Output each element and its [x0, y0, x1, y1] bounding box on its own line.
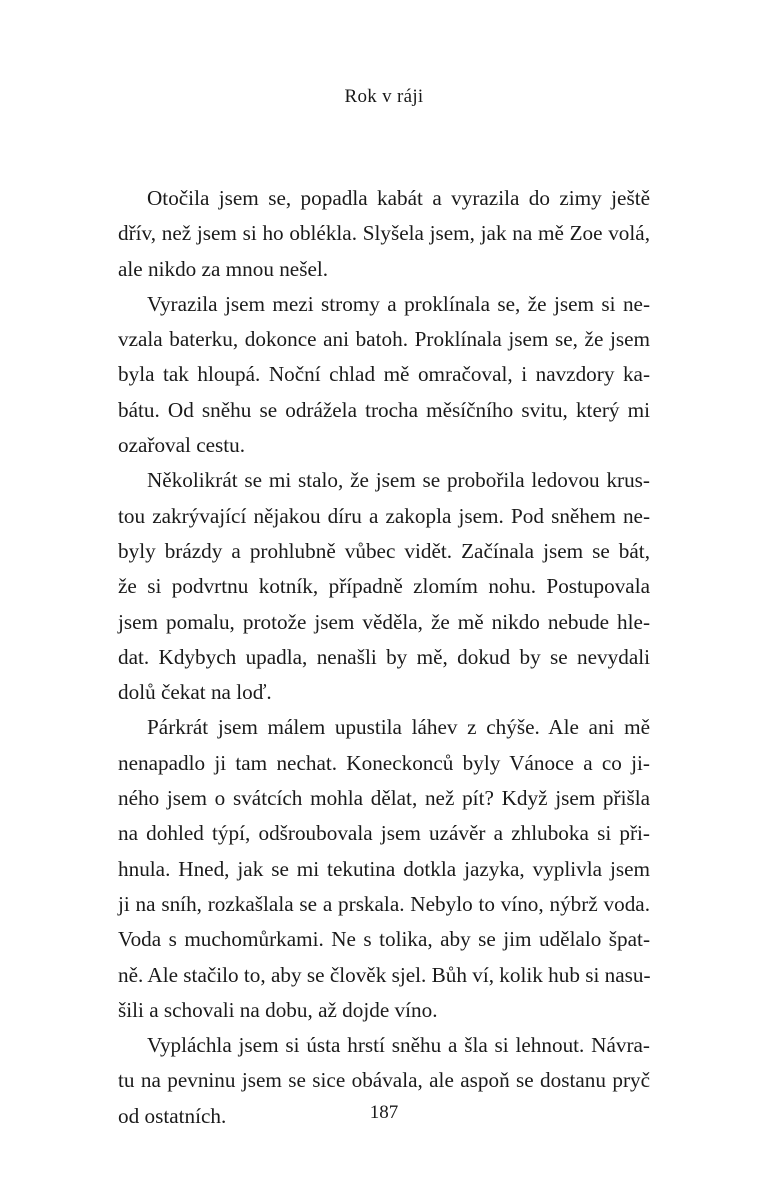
text-line: Párkrát jsem málem upustila láhev z chýše. Ale ani mě [147, 715, 650, 740]
text-line: tu na pevninu jsem se sice obávala, ale aspoň se dostanu pryč [118, 1068, 650, 1093]
text-line: bátu. Od sněhu se odrážela trocha měsíčního svitu, který mi [118, 397, 650, 422]
text-line: Několikrát se mi stalo, že jsem se probořila ledovou krus- [147, 468, 650, 493]
text-line: ně. Ale stačilo to, aby se člověk sjel. Bůh ví, kolik hub si nasu- [118, 962, 651, 987]
text-line: že si podvrtnu kotník, případně zlomím nohu. Postupovala [118, 574, 650, 599]
text-line: Voda s muchomůrkami. Ne s tolika, aby se jim udělalo špat- [118, 927, 650, 952]
paragraph [118, 287, 650, 463]
text-line: ného jsem o svátcích mohla dělat, než pít? Když jsem přišla [118, 786, 650, 811]
text-line: byly brázdy a prohlubně vůbec vidět. Začínala jsem se bát, [118, 538, 650, 563]
text-line: dat. Kdybych upadla, nenašli by mě, dokud by se nevydali [118, 644, 650, 669]
text-line: jsem pomalu, protože jsem věděla, že mě nikdo nebude hle- [118, 609, 650, 634]
text-line: byla tak hloupá. Noční chlad mě omračoval, i navzdory ka- [118, 362, 650, 387]
text-line: hnula. Hned, jak se mi tekutina dotkla jazyka, vyplivla jsem [118, 856, 650, 881]
text-line: ozařoval cestu. [118, 433, 246, 458]
text-line: nenapadlo ji tam nechat. Koneckonců byly Vánoce a co ji- [118, 750, 650, 775]
text-line: šili a schovali na dobu, až dojde víno. [118, 997, 438, 1022]
text-line: ji na sníh, rozkašlala se a prskala. Nebylo to víno, nýbrž voda. [118, 891, 650, 916]
text-line: Vyrazila jsem mezi stromy a proklínala se, že jsem si ne- [147, 291, 650, 316]
text-line: vzala baterku, dokonce ani batoh. Proklínala jsem se, že jsem [118, 327, 650, 352]
text-line: Vypláchla jsem si ústa hrstí sněhu a šla si lehnout. Návra- [147, 1033, 650, 1058]
paragraph [118, 710, 650, 1028]
text-line: na dohled týpí, odšroubovala jsem uzávěr a zhluboka si při- [118, 821, 650, 846]
text-line: dolů čekat na loď. [118, 680, 272, 705]
body-text [118, 181, 650, 1134]
text-line: od ostatních. [118, 1103, 227, 1128]
paragraph [118, 181, 650, 287]
text-line: Otočila jsem se, popadla kabát a vyrazila do zimy ještě [147, 186, 650, 210]
page-number: 187 [369, 1102, 399, 1123]
text-line: tou zakrývající nějakou díru a zakopla jsem. Pod sněhem ne- [118, 503, 650, 528]
paragraph [118, 463, 650, 710]
text-line: ale nikdo za mnou nešel. [118, 256, 329, 281]
running-head: Rok v ráji [344, 86, 424, 107]
text-line: dřív, než jsem si ho oblékla. Slyšela jsem, jak na mě Zoe volá, [118, 221, 650, 246]
